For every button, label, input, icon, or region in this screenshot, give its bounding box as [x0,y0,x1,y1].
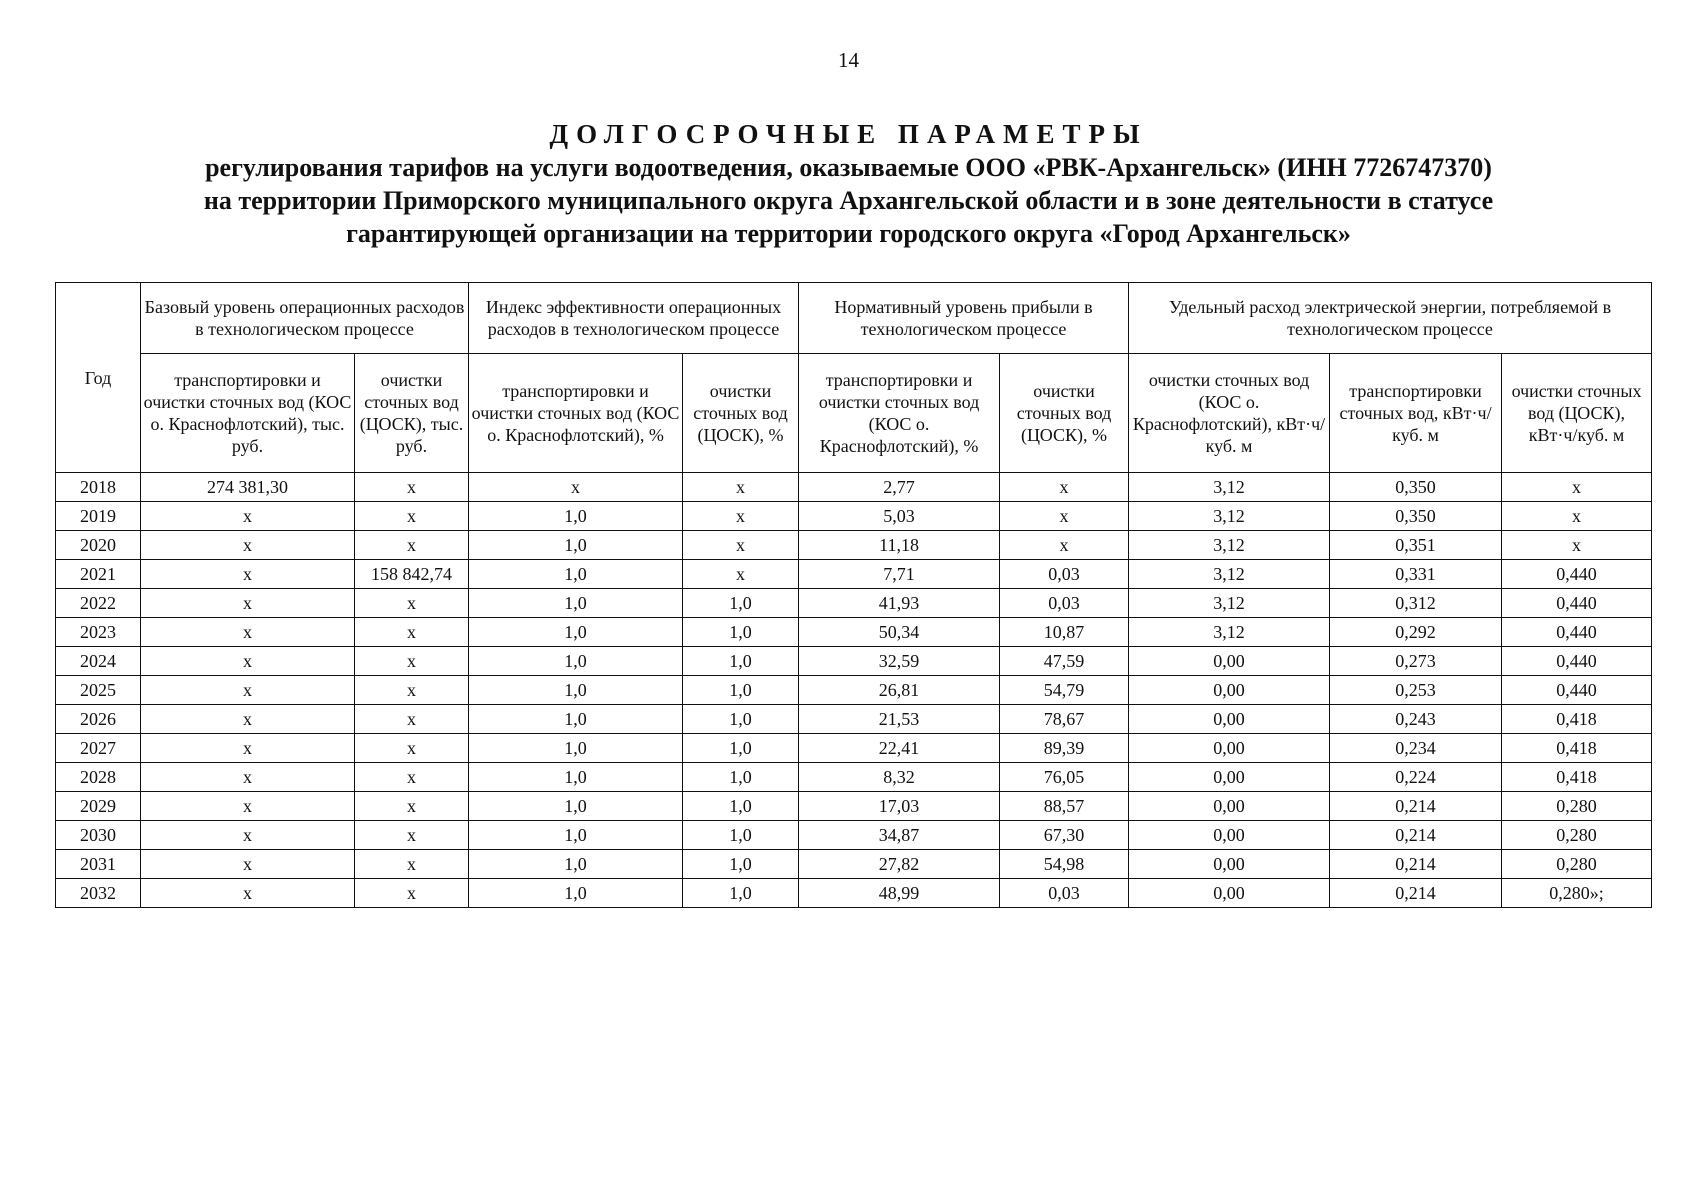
table-row [56,502,1652,531]
table-cell: х [355,502,469,531]
table-cell: х [141,792,355,821]
column-subheader: транспортировки и очистки сточных вод (КОС о. Краснофлотский), % [799,354,1000,473]
table-row [56,560,1652,589]
table-cell: х [355,676,469,705]
document-title: ДОЛГОСРОЧНЫЕ ПАРАМЕТРЫ [549,119,1148,149]
table-cell: 0,350 [1330,502,1502,531]
table-cell: 0,00 [1129,763,1330,792]
heading-line-3: гарантирующей организации на территории городского округа «Город Архангельск» [346,219,1351,248]
table-cell: 0,00 [1129,821,1330,850]
table-cell: 54,79 [1000,676,1129,705]
table-cell: 1,0 [469,647,683,676]
table-cell: 0,00 [1129,879,1330,908]
year-cell: 2031 [56,850,141,879]
column-subheader: очистки сточных вод (ЦОСК), кВт·ч/куб. м [1502,354,1652,473]
table-cell: 26,81 [799,676,1000,705]
table-row [56,618,1652,647]
table-cell: 0,440 [1502,560,1652,589]
table-cell: 88,57 [1000,792,1129,821]
table-cell: х [355,879,469,908]
table-cell: 158 842,74 [355,560,469,589]
year-cell: 2028 [56,763,141,792]
table-cell: х [355,647,469,676]
column-subheader: очистки сточных вод (ЦОСК), % [1000,354,1129,473]
table-cell: х [141,531,355,560]
table-cell: х [355,850,469,879]
table-cell: 10,87 [1000,618,1129,647]
table-cell: 1,0 [683,734,799,763]
year-cell: 2030 [56,821,141,850]
table-cell: 21,53 [799,705,1000,734]
table-cell: 3,12 [1129,589,1330,618]
year-cell: 2021 [56,560,141,589]
table-cell: х [1000,531,1129,560]
table-row [56,879,1652,908]
table-cell: х [355,618,469,647]
table-cell: 0,00 [1129,792,1330,821]
table-cell: х [141,560,355,589]
table-row [56,676,1652,705]
table-cell: 1,0 [683,589,799,618]
table-cell: 1,0 [469,850,683,879]
table-cell: х [1000,473,1129,502]
table-cell: 2,77 [799,473,1000,502]
group-header: Удельный расход электрической энергии, потребляемой в технологическом процессе [1129,283,1652,354]
table-cell: 0,214 [1330,850,1502,879]
table-cell: х [355,705,469,734]
table-cell: 0,440 [1502,647,1652,676]
table-cell: 0,243 [1330,705,1502,734]
table-cell: х [683,531,799,560]
table-cell: х [469,473,683,502]
table-cell: 41,93 [799,589,1000,618]
table-cell: х [141,763,355,792]
table-cell: 1,0 [469,502,683,531]
table-cell: 0,03 [1000,589,1129,618]
heading-line-2: на территории Приморского муниципального округа Архангельской области и в зоне деятельности в статусе [203,186,1494,215]
table-cell: х [355,531,469,560]
table-cell: 274 381,30 [141,473,355,502]
table-row [56,734,1652,763]
table-cell: 27,82 [799,850,1000,879]
page-number: 14 [838,48,859,72]
table-cell: 22,41 [799,734,1000,763]
table-cell: х [683,473,799,502]
table-cell: 0,440 [1502,618,1652,647]
table-cell: 1,0 [683,647,799,676]
table-cell: 0,00 [1129,734,1330,763]
table-cell: х [355,473,469,502]
table-cell: 0,224 [1330,763,1502,792]
column-subheader: транспортировки и очистки сточных вод (КОС о. Краснофлотский), тыс. руб. [141,354,355,473]
table-cell: 1,0 [683,763,799,792]
table-cell: 0,03 [1000,879,1129,908]
table-cell: 1,0 [469,821,683,850]
table-cell: х [141,879,355,908]
table-cell: х [1502,473,1652,502]
table-cell: 3,12 [1129,618,1330,647]
table-cell: х [141,821,355,850]
column-subheader: транспортировки сточных вод, кВт·ч/куб. м [1330,354,1502,473]
table-cell: х [683,502,799,531]
table-cell: 8,32 [799,763,1000,792]
table-cell: 0,00 [1129,647,1330,676]
table-cell: 0,280 [1502,792,1652,821]
table-cell: х [355,821,469,850]
table-cell: 3,12 [1129,560,1330,589]
table-cell: 32,59 [799,647,1000,676]
year-cell: 2024 [56,647,141,676]
column-subheader: очистки сточных вод (ЦОСК), % [683,354,799,473]
table-cell: 1,0 [469,618,683,647]
table-cell: 1,0 [469,763,683,792]
year-cell: 2029 [56,792,141,821]
table-cell: х [141,502,355,531]
table-cell: 1,0 [469,531,683,560]
table-cell: 0,00 [1129,705,1330,734]
table-cell: 3,12 [1129,531,1330,560]
table-cell: 48,99 [799,879,1000,908]
year-cell: 2019 [56,502,141,531]
table-cell: 0,350 [1330,473,1502,502]
table-cell: 78,67 [1000,705,1129,734]
table-cell: 17,03 [799,792,1000,821]
table-cell: 54,98 [1000,850,1129,879]
table-cell: х [1502,502,1652,531]
table-cell: х [141,647,355,676]
table-cell: 0,234 [1330,734,1502,763]
group-header: Базовый уровень операционных расходов в технологическом процессе [141,283,469,354]
table-cell: 7,71 [799,560,1000,589]
table-cell: х [683,560,799,589]
table-cell: 0,214 [1330,821,1502,850]
table-cell: 0,280 [1502,850,1652,879]
column-subheader: очистки сточных вод (ЦОСК), тыс. руб. [355,354,469,473]
group-header: Индекс эффективности операционных расходов в технологическом процессе [469,283,799,354]
table-row [56,850,1652,879]
table-cell: 1,0 [469,879,683,908]
table-cell: х [141,589,355,618]
table-cell: 1,0 [683,676,799,705]
table-cell: х [141,850,355,879]
table-cell: 50,34 [799,618,1000,647]
table-cell: 1,0 [683,792,799,821]
table-cell: х [141,676,355,705]
table-cell: 1,0 [683,705,799,734]
table-cell: х [141,734,355,763]
year-column-header: Год [56,283,141,473]
document-heading [100,118,1597,250]
table-cell: 1,0 [469,734,683,763]
table-cell: х [1000,502,1129,531]
table-cell: х [355,589,469,618]
parameters-table [55,282,1652,908]
table-cell: 0,03 [1000,560,1129,589]
table-cell: х [141,618,355,647]
column-subheader: очистки сточных вод (КОС о. Краснофлотский), кВт·ч/куб. м [1129,354,1330,473]
table-body [56,473,1652,908]
table-cell: 0,440 [1502,676,1652,705]
table-cell: 1,0 [469,792,683,821]
year-cell: 2022 [56,589,141,618]
table-cell: 0,214 [1330,792,1502,821]
table-cell: 67,30 [1000,821,1129,850]
table-subheader-row [56,354,1652,473]
table-cell: 1,0 [469,705,683,734]
table-cell: 5,03 [799,502,1000,531]
table-group-header-row [56,283,1652,354]
table-cell: х [141,705,355,734]
table-cell: 1,0 [469,676,683,705]
table-cell: 3,12 [1129,502,1330,531]
table-cell: 34,87 [799,821,1000,850]
table-row [56,763,1652,792]
table-cell: 47,59 [1000,647,1129,676]
table-cell: 1,0 [683,879,799,908]
group-header: Нормативный уровень прибыли в технологическом процессе [799,283,1129,354]
table-cell: х [355,763,469,792]
table-cell: 0,280 [1502,821,1652,850]
table-cell: 0,280»; [1502,879,1652,908]
table-cell: 1,0 [469,589,683,618]
table-cell: 1,0 [683,821,799,850]
year-cell: 2027 [56,734,141,763]
year-cell: 2025 [56,676,141,705]
table-cell: 0,351 [1330,531,1502,560]
table-row [56,792,1652,821]
table-cell: 0,00 [1129,676,1330,705]
table-cell: 89,39 [1000,734,1129,763]
table-cell: 0,331 [1330,560,1502,589]
table-cell: 0,253 [1330,676,1502,705]
year-cell: 2032 [56,879,141,908]
table-cell: 1,0 [683,850,799,879]
column-subheader: транспортировки и очистки сточных вод (КОС о. Краснофлотский), % [469,354,683,473]
table-cell: 1,0 [469,560,683,589]
table-cell: 0,418 [1502,734,1652,763]
table-cell: 3,12 [1129,473,1330,502]
year-cell: 2020 [56,531,141,560]
year-cell: 2018 [56,473,141,502]
table-cell: 76,05 [1000,763,1129,792]
table-row [56,473,1652,502]
table-cell: х [355,792,469,821]
heading-line-1: регулирования тарифов на услуги водоотведения, оказываемые ООО «РВК-Архангельск» (ИНН 7726747370) [205,153,1492,182]
table-cell: 0,312 [1330,589,1502,618]
table-cell: 0,440 [1502,589,1652,618]
table-cell: х [1502,531,1652,560]
table-cell: 0,273 [1330,647,1502,676]
year-cell: 2023 [56,618,141,647]
table-row [56,647,1652,676]
table-row [56,531,1652,560]
table-cell: х [355,734,469,763]
table-cell: 0,214 [1330,879,1502,908]
table-row [56,705,1652,734]
table-cell: 0,418 [1502,763,1652,792]
table-row [56,589,1652,618]
table-cell: 0,418 [1502,705,1652,734]
table-row [56,821,1652,850]
year-cell: 2026 [56,705,141,734]
table-cell: 1,0 [683,618,799,647]
table-cell: 11,18 [799,531,1000,560]
table-cell: 0,292 [1330,618,1502,647]
table-cell: 0,00 [1129,850,1330,879]
